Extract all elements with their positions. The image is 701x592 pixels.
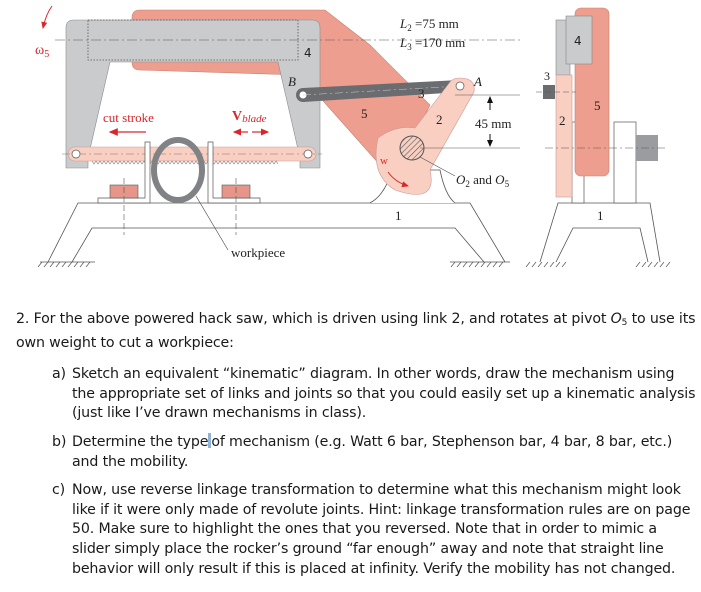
link-5-label: 5 bbox=[361, 106, 368, 121]
cut-stroke-label: cut stroke bbox=[103, 110, 154, 125]
ground-hatch bbox=[38, 262, 503, 267]
end-link-2-label: 2 bbox=[559, 113, 566, 128]
pivot-shaft bbox=[400, 136, 424, 160]
point-a-label: A bbox=[474, 74, 482, 89]
w-label: w bbox=[380, 155, 388, 167]
point-b-label: B bbox=[288, 74, 296, 89]
pivot-label: $O_2$ and $O_5$ bbox=[456, 172, 510, 189]
end-link-3-label: 3 bbox=[544, 69, 550, 83]
part-label: a) bbox=[52, 366, 66, 383]
dim-l3: $L_3 =170$ mm bbox=[400, 35, 466, 52]
question-part-a bbox=[52, 365, 696, 424]
part-label: b) bbox=[52, 433, 67, 450]
question-part-c bbox=[52, 481, 696, 579]
omega-5-arrow bbox=[43, 6, 52, 28]
dim-l2: $L_2 =75$ mm bbox=[400, 16, 459, 33]
end-link-5-label: 5 bbox=[594, 98, 601, 113]
end-view bbox=[526, 8, 670, 267]
omega-5-label: $\omega_5$ bbox=[35, 43, 50, 60]
question-text bbox=[16, 310, 696, 588]
question-intro: 2. For the above powered hack saw, which is driven using link 2, and rotates at pivot $O_5$ to use its own weight to cut a workpiece: bbox=[16, 311, 696, 351]
workpiece-label: workpiece bbox=[231, 245, 286, 260]
part-text: Now, use reverse linkage transformation to determine what this mechanism might look like if it were only made of revolute joints. Hint: linkage transformation rules are on page 50. Make sure to highlight the ones that you reversed. Note that in order to mimic a slider simply place the rocker’s ground “far enough” away and note that straight line behavior will only result if this is placed at infinity. Verify the mobility has not changed. bbox=[72, 482, 691, 577]
part-label: c) bbox=[52, 482, 66, 499]
link-3-label: 3 bbox=[418, 86, 425, 101]
dimension-45mm-label: 45 mm bbox=[475, 116, 512, 131]
part-text: Determine the type of mechanism (e.g. Watt 6 bar, Stephenson bar, 4 bar, 8 bar, etc.) and the mobility. bbox=[72, 433, 673, 470]
workpiece-leader bbox=[196, 196, 228, 250]
v-blade-label: Vblade bbox=[232, 109, 267, 125]
part-text: Sketch an equivalent “kinematic” diagram. In other words, draw the mechanism using the appropriate set of links and joints so that you could easily set up a kinematic analysis (just like I’ve drawn mechanisms in class). bbox=[72, 366, 696, 422]
link-4-label: 4 bbox=[304, 46, 312, 60]
link-2-label: 2 bbox=[436, 112, 443, 127]
end-link-1-label: 1 bbox=[597, 208, 604, 223]
end-link-4-label: 4 bbox=[574, 34, 582, 48]
hack-saw-figure bbox=[0, 0, 701, 280]
question-part-b bbox=[52, 433, 696, 472]
link-1-label: 1 bbox=[395, 208, 402, 223]
